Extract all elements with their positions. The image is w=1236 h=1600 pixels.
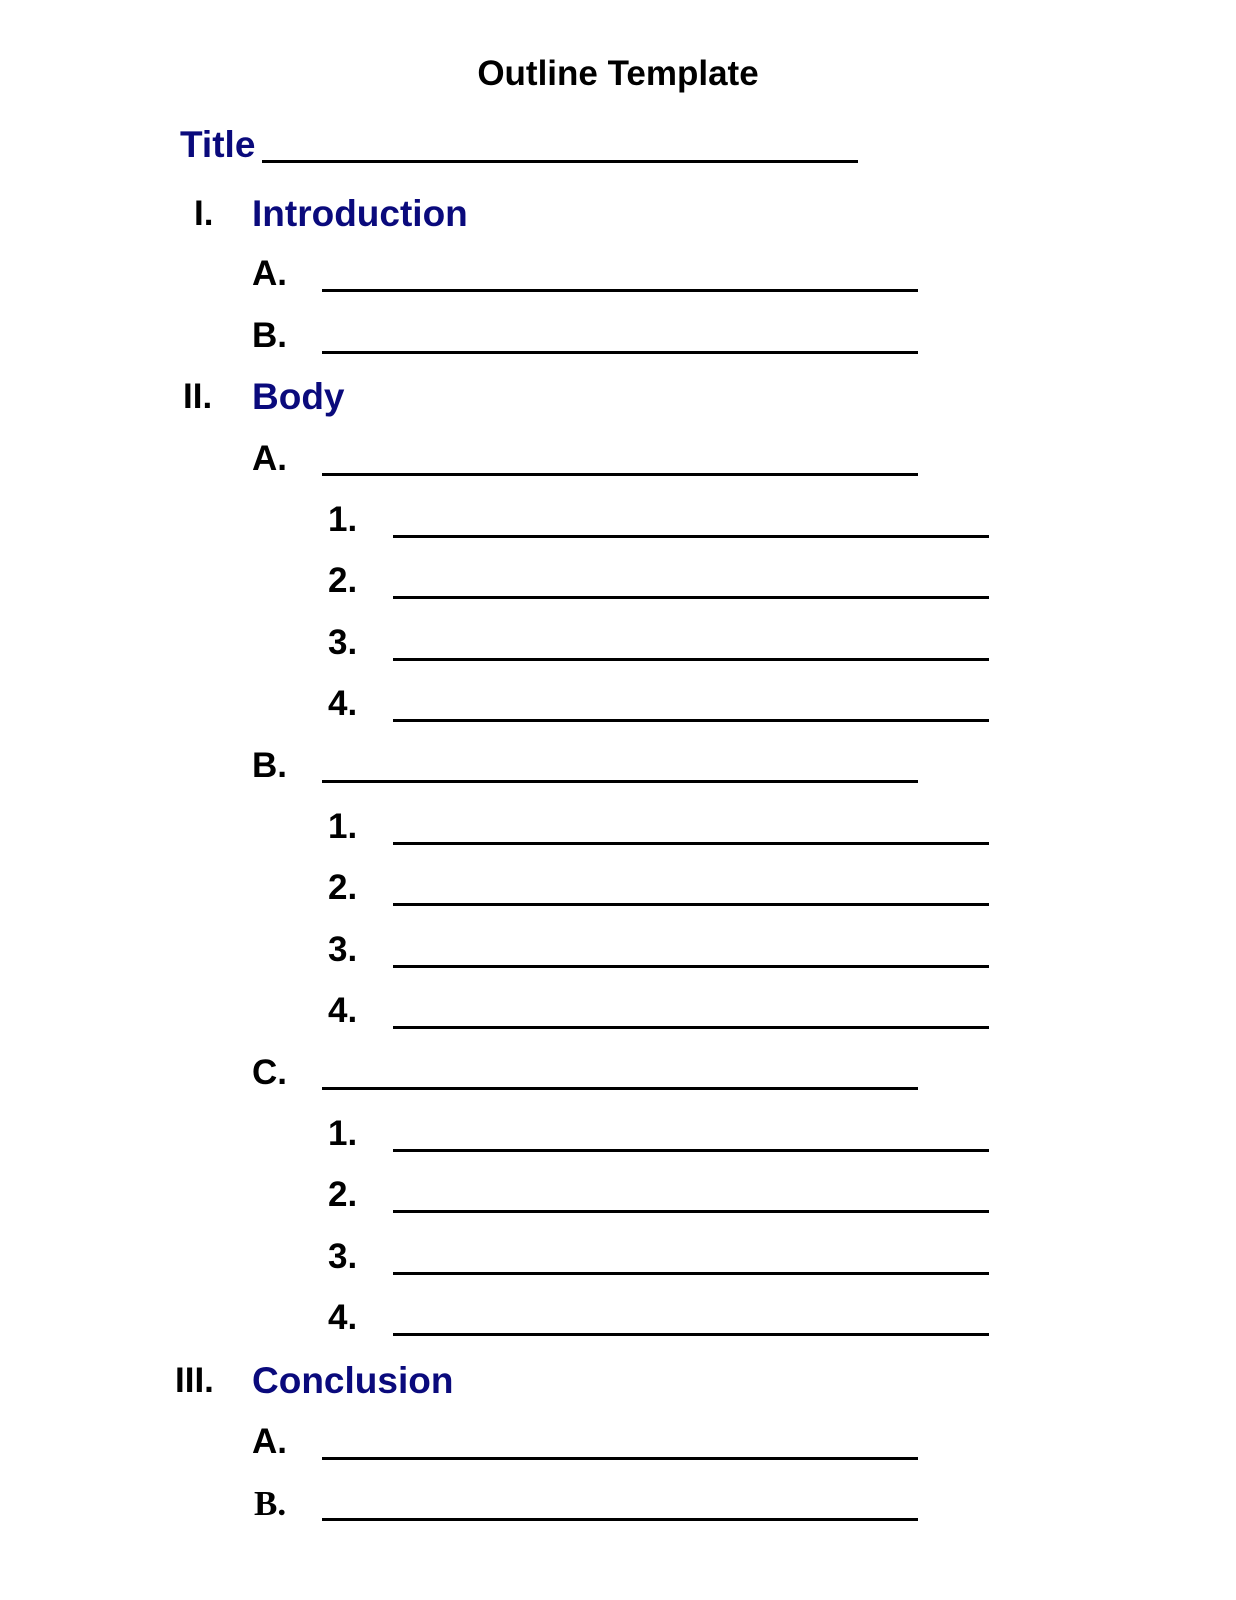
item-marker-body-b: B. xyxy=(252,746,287,785)
subitem-blank-line-body-c-2[interactable] xyxy=(393,1210,989,1213)
item-marker-conclusion-b: B. xyxy=(254,1484,287,1523)
item-blank-line-conclusion-b[interactable] xyxy=(322,1518,918,1521)
section-heading-body: Body xyxy=(252,376,345,417)
section-numeral-iii: III. xyxy=(175,1361,214,1400)
subitem-marker-body-b-1: 1. xyxy=(328,807,358,846)
subitem-blank-line-body-c-4[interactable] xyxy=(393,1333,989,1336)
subitem-blank-line-body-b-1[interactable] xyxy=(393,842,989,845)
title-label: Title xyxy=(180,124,256,165)
item-blank-line-body-a[interactable] xyxy=(322,473,918,476)
subitem-marker-body-c-1: 1. xyxy=(328,1114,358,1153)
item-blank-line-intro-b[interactable] xyxy=(322,351,918,354)
item-marker-body-a: A. xyxy=(252,439,287,478)
subitem-marker-body-a-2: 2. xyxy=(328,561,358,600)
item-blank-line-body-c[interactable] xyxy=(322,1087,918,1090)
item-marker-intro-b: B. xyxy=(252,316,287,355)
subitem-marker-body-c-4: 4. xyxy=(328,1298,358,1337)
subitem-marker-body-b-4: 4. xyxy=(328,991,358,1030)
subitem-marker-body-a-1: 1. xyxy=(328,500,358,539)
subitem-blank-line-body-b-2[interactable] xyxy=(393,903,989,906)
subitem-marker-body-b-2: 2. xyxy=(328,868,358,907)
item-marker-body-c: C. xyxy=(252,1053,287,1092)
subitem-blank-line-body-c-3[interactable] xyxy=(393,1272,989,1275)
title-blank-line[interactable] xyxy=(262,160,858,163)
subitem-blank-line-body-a-2[interactable] xyxy=(393,596,989,599)
subitem-marker-body-c-2: 2. xyxy=(328,1175,358,1214)
item-blank-line-body-b[interactable] xyxy=(322,780,918,783)
section-numeral-ii: II. xyxy=(183,377,213,416)
section-numeral-i: I. xyxy=(194,194,214,233)
item-blank-line-intro-a[interactable] xyxy=(322,289,918,292)
subitem-marker-body-a-3: 3. xyxy=(328,623,358,662)
subitem-blank-line-body-b-4[interactable] xyxy=(393,1026,989,1029)
subitem-marker-body-a-4: 4. xyxy=(328,684,358,723)
subitem-blank-line-body-b-3[interactable] xyxy=(393,965,989,968)
subitem-blank-line-body-c-1[interactable] xyxy=(393,1149,989,1152)
section-heading-conclusion: Conclusion xyxy=(252,1360,454,1401)
subitem-marker-body-b-3: 3. xyxy=(328,930,358,969)
subitem-blank-line-body-a-4[interactable] xyxy=(393,719,989,722)
page-title: Outline Template xyxy=(477,54,759,93)
subitem-blank-line-body-a-1[interactable] xyxy=(393,535,989,538)
item-blank-line-conclusion-a[interactable] xyxy=(322,1457,918,1460)
item-marker-conclusion-a: A. xyxy=(252,1422,287,1461)
subitem-marker-body-c-3: 3. xyxy=(328,1237,358,1276)
item-marker-intro-a: A. xyxy=(252,254,287,293)
section-heading-introduction: Introduction xyxy=(252,193,468,234)
subitem-blank-line-body-a-3[interactable] xyxy=(393,658,989,661)
